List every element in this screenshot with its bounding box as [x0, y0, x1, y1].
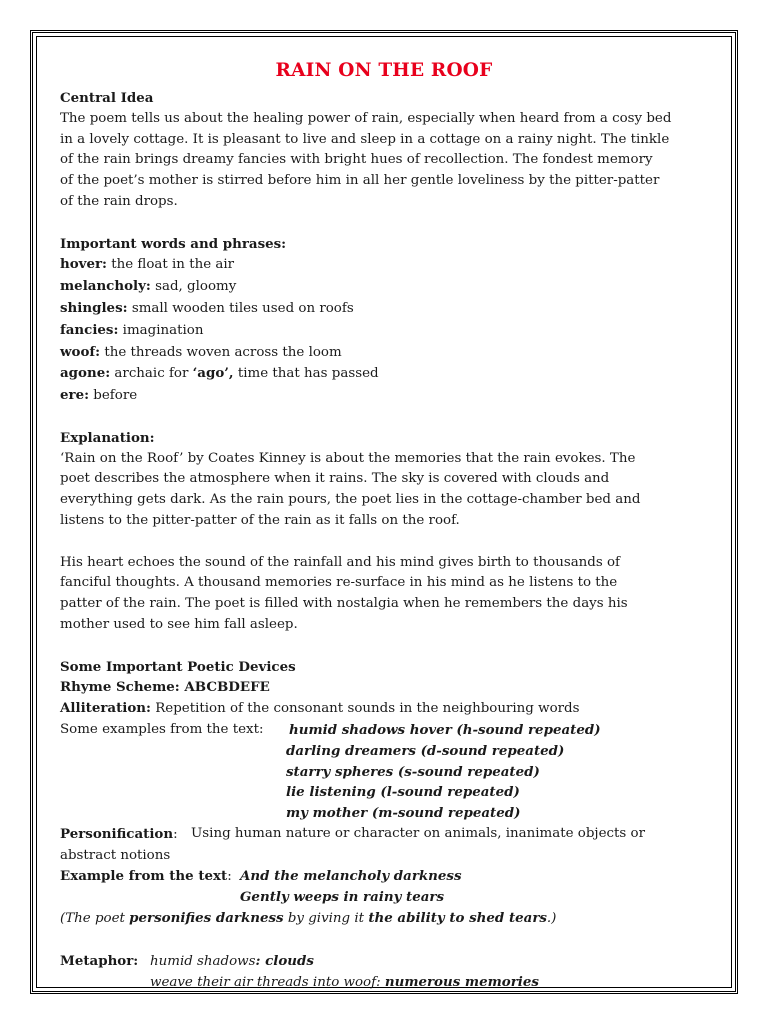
word-term: shingles:	[60, 299, 128, 316]
alliteration-examples	[60, 720, 680, 824]
word-meaning: the float in the air	[106, 257, 235, 273]
metaphor-item	[150, 972, 539, 994]
example-item: lie listening (l-sound repeated)	[286, 784, 520, 801]
example-from-text-label: Example from the text	[60, 868, 228, 885]
metaphor-meaning: : clouds	[255, 952, 314, 969]
examples-label: Some examples from the text:	[60, 721, 264, 737]
alliteration-line	[60, 698, 680, 720]
metaphor-meaning: numerous memories	[384, 974, 539, 991]
central-idea-line: of the rain brings dreamy fancies with bright hues of recollection. The fondest memory	[60, 152, 653, 168]
word-item	[60, 276, 680, 298]
example-item: darling dreamers (d-sound repeated)	[286, 742, 565, 759]
explanation-line: everything gets dark. As the rain pours, the poet lies in the cottage-chamber bed and	[60, 492, 641, 508]
example-from-text-colon: :	[227, 869, 232, 885]
personification-note	[60, 908, 680, 930]
rhyme-scheme: Rhyme Scheme: ABCBDEFE	[60, 679, 270, 696]
personification-definition: Using human nature or character on animals, inanimate objects or	[191, 825, 645, 841]
central-idea-line: of the rain drops.	[60, 193, 178, 209]
examples-list	[286, 720, 601, 824]
word-meaning: the threads woven across the loom	[100, 344, 342, 360]
word-term: fancies:	[60, 321, 119, 338]
central-idea-line: The poem tells us about the healing power of rain, especially when heard from a cosy bed	[60, 110, 672, 126]
word-emphasis: ‘ago’,	[192, 365, 234, 382]
metaphor-phrase: weave their air threads into woof:	[150, 975, 385, 991]
word-item	[60, 320, 680, 342]
explanation-line: His heart echoes the sound of the rainfall and his mind gives birth to thousands of	[60, 554, 621, 570]
example-item: starry spheres (s-sound repeated)	[286, 763, 540, 780]
word-item	[60, 342, 680, 364]
example-from-text	[60, 866, 680, 908]
explanation-line: mother used to see him fall asleep.	[60, 616, 298, 632]
word-term: ere:	[60, 387, 90, 404]
word-item	[60, 385, 680, 407]
document-body	[60, 58, 680, 994]
personification-label: Personification	[60, 825, 174, 842]
explanation-line: listens to the pitter-patter of the rain as it falls on the roof.	[60, 512, 460, 528]
explanation-heading: Explanation:	[60, 429, 155, 446]
metaphor-item	[150, 951, 539, 973]
word-meaning: before	[89, 388, 138, 404]
word-meaning: imagination	[118, 322, 204, 338]
word-meaning: sad, gloomy	[150, 279, 237, 295]
note-text: by giving it	[283, 911, 369, 927]
personification-line	[60, 824, 680, 846]
word-term: woof:	[60, 343, 101, 360]
example-line: And the melancholy darkness	[240, 868, 462, 885]
word-meaning-rest: time that has passed	[233, 366, 379, 382]
example-item: my mother (m-sound repeated)	[286, 805, 521, 822]
devices-heading: Some Important Poetic Devices	[60, 658, 296, 675]
central-idea-heading: Central Idea	[60, 90, 154, 106]
metaphor-block	[60, 951, 680, 995]
explanation-line: poet describes the atmosphere when it rains. The sky is covered with clouds and	[60, 471, 610, 487]
word-meaning: archaic for	[110, 366, 193, 382]
page-title: RAIN ON THE ROOF	[275, 60, 493, 81]
word-term: hover:	[60, 256, 107, 273]
personification-definition-cont: abstract notions	[60, 847, 171, 863]
note-text: .)	[546, 911, 557, 927]
explanation-line: ‘Rain on the Roof’ by Coates Kinney is about the memories that the rain evokes. The	[60, 450, 636, 466]
alliteration-label: Alliteration:	[60, 700, 151, 717]
word-item	[60, 298, 680, 320]
metaphor-label: Metaphor:	[60, 952, 139, 969]
word-term: melancholy:	[60, 278, 151, 295]
note-bold: personifies darkness	[129, 910, 284, 927]
personification-colon: :	[173, 826, 178, 842]
metaphor-phrase: humid shadows	[150, 953, 256, 969]
word-item	[60, 254, 680, 276]
explanation-line: patter of the rain. The poet is filled with nostalgia when he remembers the days his	[60, 596, 628, 612]
example-line: Gently weeps in rainy tears	[240, 889, 444, 906]
central-idea-line: in a lovely cottage. It is pleasant to live and sleep in a cottage on a rainy night. The tinkle	[60, 131, 670, 147]
alliteration-definition: Repetition of the consonant sounds in the neighbouring words	[150, 701, 580, 717]
explanation-line: fanciful thoughts. A thousand memories re-surface in his mind as he listens to the	[60, 575, 618, 591]
word-term: agone:	[60, 365, 111, 382]
note-bold: the ability to shed tears	[368, 910, 547, 927]
word-item	[60, 363, 680, 385]
note-text: (The poet	[60, 911, 130, 927]
word-meaning: small wooden tiles used on roofs	[127, 300, 354, 316]
example-item: humid shadows hover (h-sound repeated)	[289, 721, 601, 738]
central-idea-line: of the poet’s mother is stirred before him in all her gentle loveliness by the pitter-patter	[60, 173, 660, 189]
words-heading: Important words and phrases:	[60, 235, 287, 252]
